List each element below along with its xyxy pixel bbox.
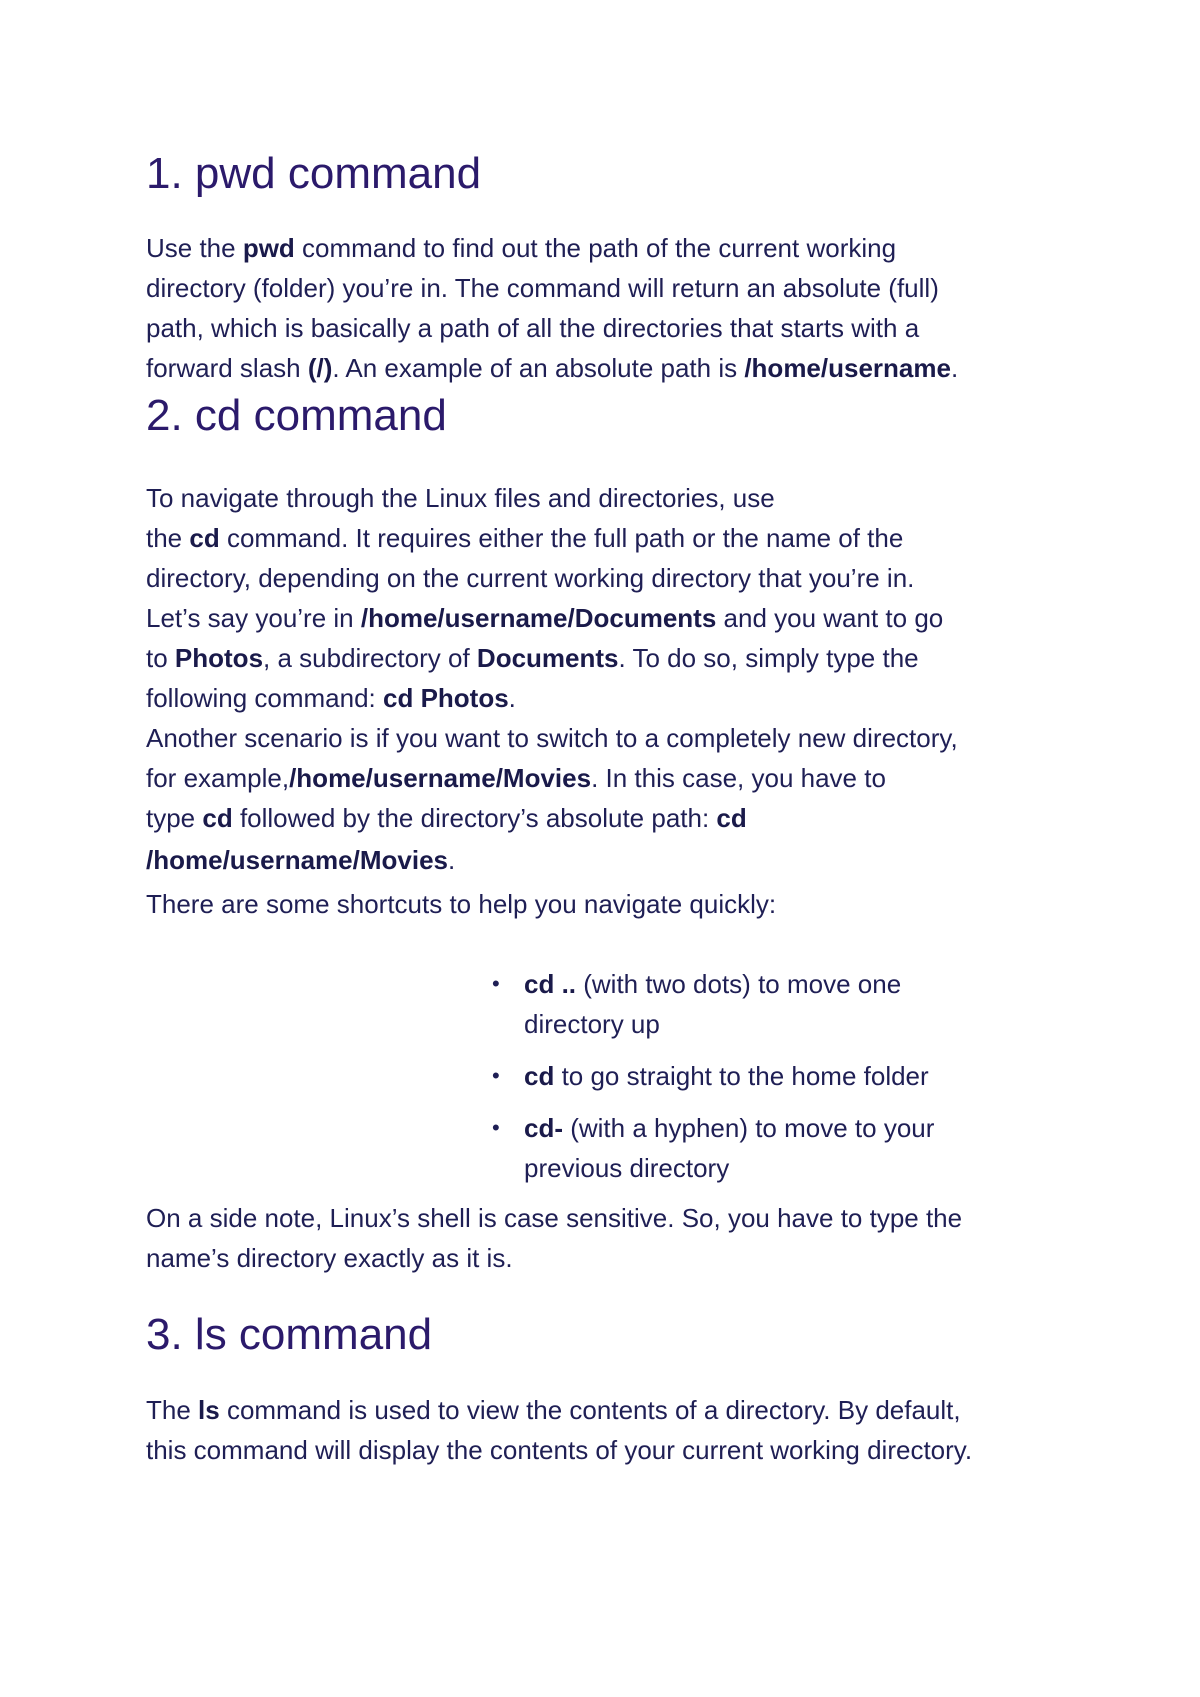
cd-shortcuts-list [492,964,935,1200]
bold-term: /home/username [744,353,951,383]
bold-term: pwd [242,233,295,263]
text-line: The ls command is used to view the contents of a directory. By default, [146,1395,961,1425]
text-line: Use the pwd command to find out the path of the current working [146,233,897,263]
list-item: • cd to go straight to the home folder [524,1056,934,1096]
bold-term: cd [189,523,220,553]
list-item: • cd- (with a hyphen) to move to your previous directory [524,1108,934,1188]
text-line: On a side note, Linux’s shell is case sensitive. So, you have to type the [146,1203,963,1233]
text-line: this command will display the contents of your current working directory. [146,1435,973,1465]
text-line: /home/username/Movies. [146,845,456,875]
text-line: for example,/home/username/Movies. In this case, you have to [146,763,886,793]
section-heading-pwd: 1. pwd command [146,149,482,198]
command-term: cd- [524,1113,563,1143]
text-line: To navigate through the Linux files and directories, use [146,483,775,513]
text-line: type cd followed by the directory’s absolute path: cd [146,803,747,833]
text-line: to Photos, a subdirectory of Documents. To do so, simply type the [146,643,919,673]
bold-term: /home/username/Movies [289,763,592,793]
bold-term: (/) [307,353,333,383]
text-line: Another scenario is if you want to switch to a completely new directory, [146,723,958,753]
text-line: Let’s say you’re in /home/username/Documents and you want to go [146,603,944,633]
bold-term: /home/username/Documents [360,603,717,633]
text-line: directory, depending on the current working directory that you’re in. [146,563,915,593]
bullet-icon: • [492,971,500,996]
bullet-icon: • [492,1115,500,1140]
bold-term: cd [716,803,747,833]
command-term: cd [524,1061,555,1091]
bold-term: /home/username/Movies [146,845,448,875]
text-line: the cd command. It requires either the full path or the name of the [146,523,904,553]
text-line: name’s directory exactly as it is. [146,1243,513,1273]
bold-term: Documents [476,643,619,673]
bold-term: cd [202,803,233,833]
bold-term: Photos [174,643,264,673]
text-line: directory (folder) you’re in. The command will return an absolute (full) [146,273,939,303]
command-term: cd .. [524,969,577,999]
section-heading-ls: 3. ls command [146,1310,433,1359]
bold-term: ls [198,1395,220,1425]
bold-term: cd Photos [383,683,509,713]
bullet-icon: • [492,1063,500,1088]
text-line: forward slash (/). An example of an absolute path is /home/username. [146,353,959,383]
section-heading-cd: 2. cd command [146,391,447,440]
list-item: • cd .. (with two dots) to move one directory up [524,964,934,1044]
text-line: There are some shortcuts to help you navigate quickly: [146,889,777,919]
text-line: path, which is basically a path of all the directories that starts with a [146,313,920,343]
text-line: following command: cd Photos. [146,683,516,713]
